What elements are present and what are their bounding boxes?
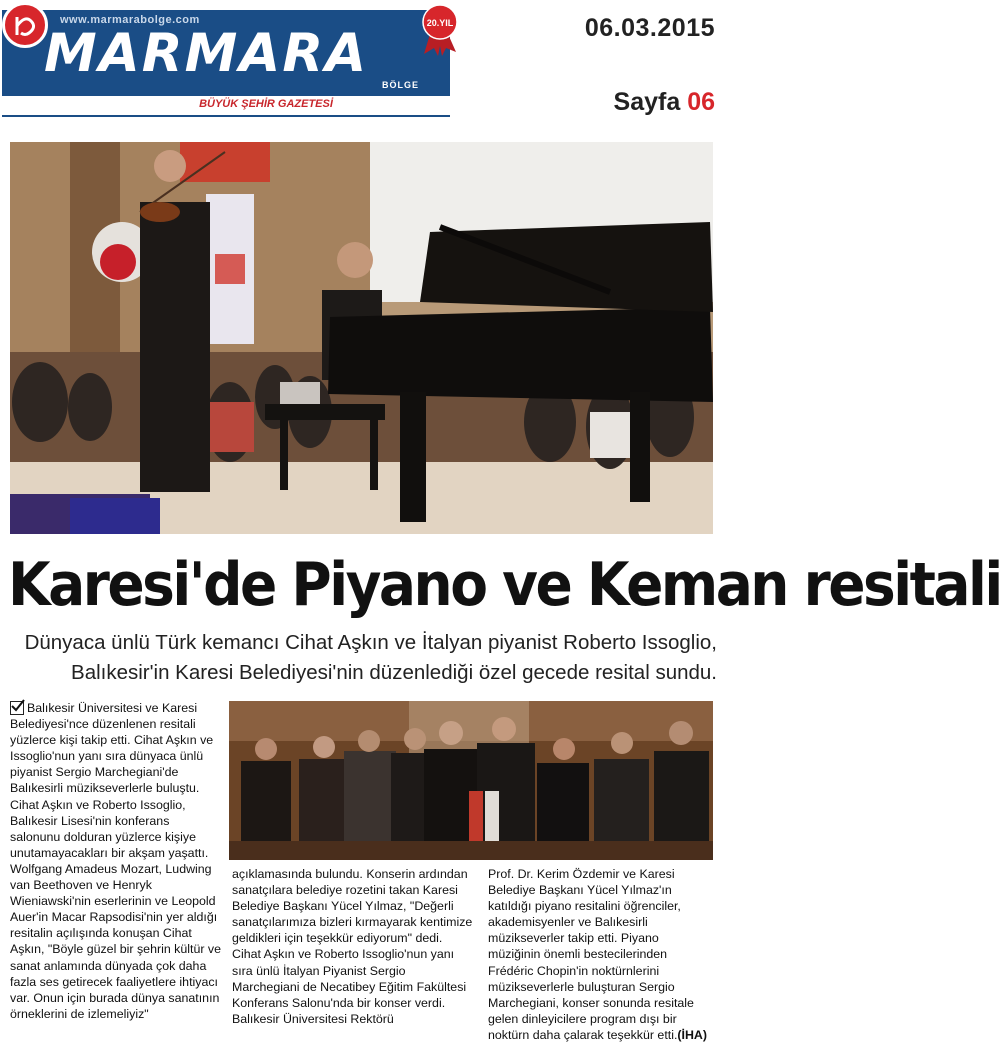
article-column-3-text: Prof. Dr. Kerim Özdemir ve Karesi Belediye Başkanı Yücel Yılmaz'ın katıldığı piyano resitalini öğrenciler, akademisyenler ve Balıkesirli müzikseverler takip etti. Piyano müziğinin önemli bestecilerinden Frédéric Chopin'in noktürnlerini müzikseverlerle buluşturan Sergio Marchegiani, konser sonunda resitale gelen dinleyicilere program dışı bir noktürn daha çalarak teşekkür etti.: [488, 867, 694, 1042]
article-column-2-text: açıklamasında bulundu. Konserin ardından sanatçılara belediye rozetini takan Karesi Belediye Başkanı Yücel Yılmaz, "Değerli sanatçılarımıza bizleri kırmayarak kentimize geldikleri için teşekkür ediyorum" dedi. Cihat Aşkın ve Roberto Issoglio'nun yanı sıra ünlü İtalyan Piyanist Sergio Marchegiani de Necatibey Eğitim Fakültesi Konferans Salonu'nda bir konser verdi. Balıkesir Üniversitesi Rektörü: [232, 867, 473, 1026]
article-deck-line-2: Balıkesir'in Karesi Belediyesi'nin düzenlediği özel gecede resital sundu.: [71, 661, 717, 684]
masthead-region: BÖLGE: [382, 80, 420, 90]
masthead: [0, 0, 452, 96]
group-photo: [229, 701, 713, 860]
article-headline: Karesi'de Piyano ve Keman resitali: [8, 550, 1001, 620]
masthead-rule: [2, 115, 450, 117]
page-number: 06: [687, 88, 715, 116]
article-deck-line-1: Dünyaca ünlü Türk kemancı Cihat Aşkın ve İtalyan piyanist Roberto Issoglio,: [24, 631, 717, 654]
page-label: [614, 88, 715, 117]
article-column-3: [488, 866, 714, 1043]
article-column-2: [232, 866, 474, 1027]
article-column-1: [10, 700, 223, 1022]
newspaper-logo-icon: [2, 2, 48, 48]
masthead-title: MARMARA: [44, 23, 369, 84]
checkmark-box-icon: [10, 701, 24, 715]
anniversary-badge-icon: [418, 2, 458, 42]
article-deck: [8, 628, 717, 688]
page-label-text: Sayfa: [613, 88, 681, 116]
anniversary-badge-text: 20.YIL: [426, 18, 454, 28]
article-column-1-text: Balıkesir Üniversitesi ve Karesi Belediyesi'nce düzenlenen resitali yüzlerce kişi takip etti. Cihat Aşkın ve Issoglio'nun yanı sıra dünyaca ünlü piyanist Sergio Marchegiani'de Balıkesirli müzikseverlerle buluştu. Cihat Aşkın ve Roberto Issoglio, Balıkesir Lisesi'nin konferans salonunu dolduran yüzlerce kişiye unutamayacakları bir akşam yaşattı. Wolfgang Amadeus Mozart, Ludwing van Beethoven ve Henryk Wieniawski'nin eserlerinin ve Leopold Auer'in Macar Rapsodisi'nin yer aldığı resitalin açılışında konuşan Cihat Aşkın, "Böyle güzel bir şehrin kültür ve sanat anlamında dünyada çok daha fazla ses getirecek faaliyetlere ihtiyacı var. Onun için burada dünya sanatının örneklerini de izlemeliyiz": [10, 701, 222, 1021]
news-agency-credit: (İHA): [677, 1027, 707, 1042]
masthead-url: www.marmarabolge.com: [60, 14, 200, 26]
issue-date: 06.03.2015: [584, 14, 715, 42]
masthead-subtitle: BÜYÜK ŞEHİR GAZETESİ: [199, 98, 333, 110]
concert-photo: [10, 142, 713, 534]
